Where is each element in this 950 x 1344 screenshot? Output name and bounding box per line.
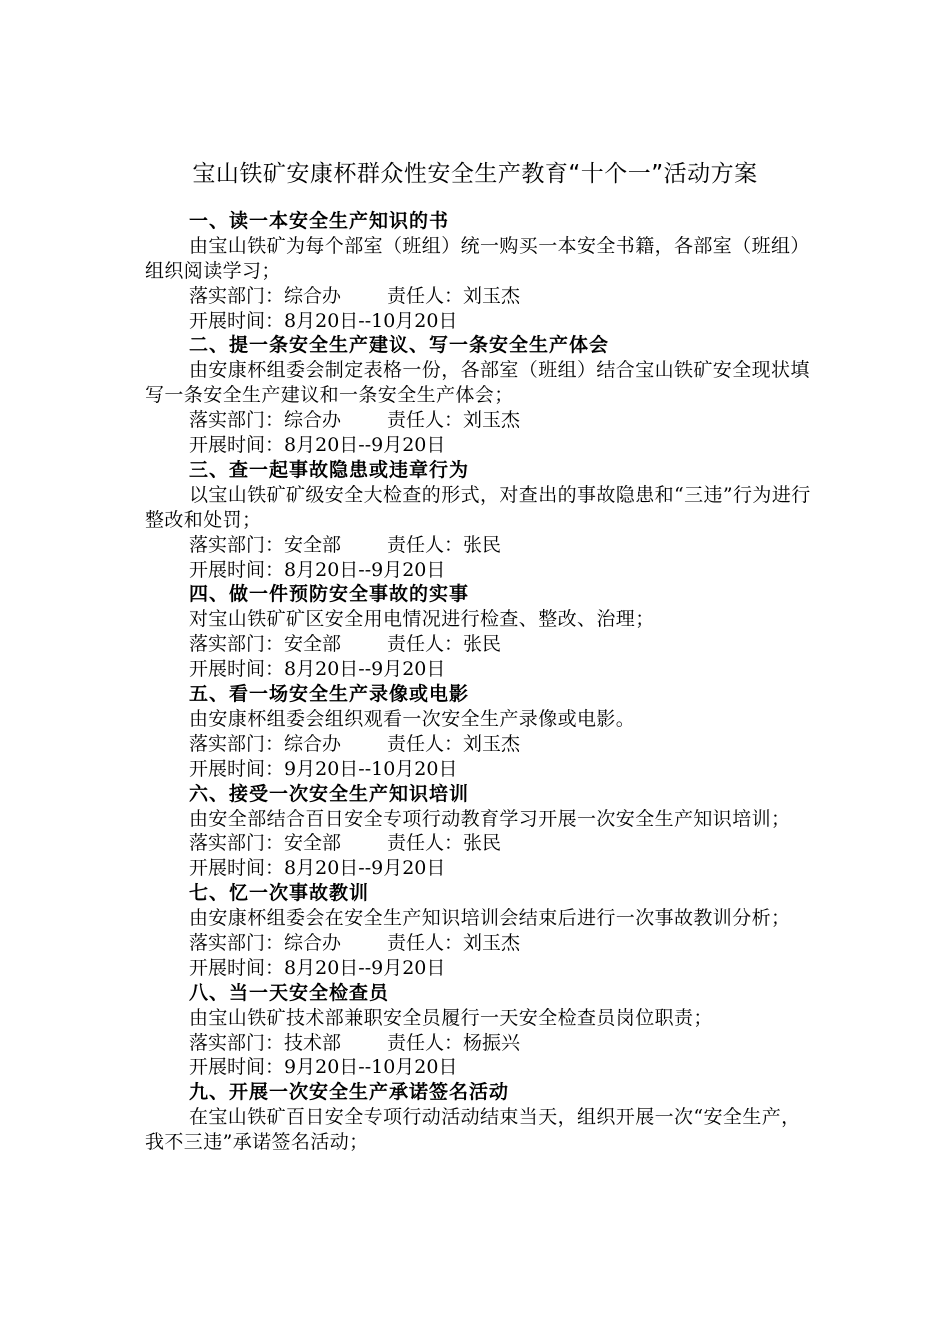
schedule-line bbox=[145, 309, 813, 334]
time-label: 开展时间： bbox=[189, 658, 285, 681]
person-value: 张民 bbox=[463, 533, 502, 556]
dept-value: 综合办 bbox=[284, 409, 342, 432]
activity-section bbox=[145, 333, 813, 457]
dept-label: 落实部门： bbox=[189, 832, 285, 855]
dept-label: 落实部门： bbox=[189, 633, 285, 656]
schedule-line bbox=[145, 856, 813, 881]
time-value: 9月20日--10月20日 bbox=[284, 757, 458, 780]
responsibility-line bbox=[145, 732, 813, 757]
section-body: 由宝山铁矿技术部兼职安全员履行一天安全检查员岗位职责； bbox=[189, 1006, 713, 1029]
person-label: 责任人： bbox=[387, 1031, 464, 1054]
responsibility-line bbox=[145, 1031, 813, 1056]
document-title: 宝山铁矿安康杯群众性安全生产教育“十个一”活动方案 bbox=[192, 161, 758, 187]
activity-section bbox=[145, 458, 813, 582]
time-label: 开展时间： bbox=[189, 309, 285, 332]
schedule-line bbox=[145, 433, 813, 458]
time-value: 9月20日--10月20日 bbox=[284, 1056, 458, 1079]
section-body: 由安康杯组委会制定表格一份，各部室（班组）结合宝山铁矿安全现状填写一条安全生产建议和一条安全生产体会； bbox=[145, 359, 810, 407]
section-heading: 四、做一件预防安全事故的实事 bbox=[189, 583, 470, 606]
time-value: 8月20日--10月20日 bbox=[284, 309, 458, 332]
time-label: 开展时间： bbox=[189, 757, 285, 780]
person-value: 张民 bbox=[463, 633, 502, 656]
section-heading: 八、当一天安全检查员 bbox=[189, 981, 390, 1004]
section-heading: 五、看一场安全生产录像或电影 bbox=[189, 683, 470, 706]
time-value: 8月20日--9月20日 bbox=[284, 434, 446, 457]
person-value: 刘玉杰 bbox=[463, 732, 521, 755]
time-label: 开展时间： bbox=[189, 857, 285, 880]
dept-value: 安全部 bbox=[284, 533, 342, 556]
activity-section bbox=[145, 682, 813, 782]
section-heading: 二、提一条安全生产建议、写一条安全生产体会 bbox=[189, 334, 610, 357]
schedule-line bbox=[145, 657, 813, 682]
time-label: 开展时间： bbox=[189, 1056, 285, 1079]
person-value: 刘玉杰 bbox=[463, 931, 521, 954]
section-body: 由安康杯组委会在安全生产知识培训会结束后进行一次事故教训分析； bbox=[189, 907, 791, 930]
dept-value: 安全部 bbox=[284, 832, 342, 855]
activity-section bbox=[145, 582, 813, 682]
section-heading: 九、开展一次安全生产承诺签名活动 bbox=[189, 1081, 510, 1104]
time-label: 开展时间： bbox=[189, 956, 285, 979]
time-value: 8月20日--9月20日 bbox=[284, 857, 446, 880]
dept-value: 综合办 bbox=[284, 284, 342, 307]
schedule-line bbox=[145, 558, 813, 583]
section-heading: 三、查一起事故隐患或违章行为 bbox=[189, 458, 470, 481]
time-value: 8月20日--9月20日 bbox=[284, 956, 446, 979]
schedule-line bbox=[145, 956, 813, 981]
dept-label: 落实部门： bbox=[189, 931, 285, 954]
person-label: 责任人： bbox=[387, 284, 464, 307]
activity-section bbox=[145, 209, 813, 333]
time-value: 8月20日--9月20日 bbox=[284, 658, 446, 681]
person-label: 责任人： bbox=[387, 409, 464, 432]
section-heading: 七、忆一次事故教训 bbox=[189, 882, 370, 905]
responsibility-line bbox=[145, 632, 813, 657]
dept-value: 安全部 bbox=[284, 633, 342, 656]
dept-value: 综合办 bbox=[284, 732, 342, 755]
person-value: 刘玉杰 bbox=[463, 409, 521, 432]
section-heading: 六、接受一次安全生产知识培训 bbox=[189, 782, 470, 805]
section-body: 以宝山铁矿矿级安全大检查的形式，对查出的事故隐患和“三违”行为进行整改和处罚； bbox=[145, 483, 811, 531]
section-body: 由安康杯组委会组织观看一次安全生产录像或电影。 bbox=[189, 707, 636, 730]
responsibility-line bbox=[145, 533, 813, 558]
section-body: 由宝山铁矿为每个部室（班组）统一购买一本安全书籍，各部室（班组）组织阅读学习； bbox=[145, 234, 810, 282]
time-label: 开展时间： bbox=[189, 434, 285, 457]
person-value: 刘玉杰 bbox=[463, 284, 521, 307]
person-value: 杨振兴 bbox=[463, 1031, 521, 1054]
section-heading: 一、读一本安全生产知识的书 bbox=[189, 210, 450, 232]
person-label: 责任人： bbox=[387, 633, 464, 656]
person-value: 张民 bbox=[463, 832, 502, 855]
person-label: 责任人： bbox=[387, 832, 464, 855]
activity-sections bbox=[145, 209, 813, 1155]
dept-label: 落实部门： bbox=[189, 732, 285, 755]
person-label: 责任人： bbox=[387, 732, 464, 755]
activity-section bbox=[145, 981, 813, 1081]
dept-value: 综合办 bbox=[284, 931, 342, 954]
responsibility-line bbox=[145, 931, 813, 956]
activity-section bbox=[145, 782, 813, 882]
dept-label: 落实部门： bbox=[189, 533, 285, 556]
responsibility-line bbox=[145, 408, 813, 433]
dept-label: 落实部门： bbox=[189, 409, 285, 432]
person-label: 责任人： bbox=[387, 931, 464, 954]
activity-section bbox=[145, 881, 813, 981]
person-label: 责任人： bbox=[387, 533, 464, 556]
section-body: 在宝山铁矿百日安全专项行动活动结束当天，组织开展一次“安全生产，我不三违”承诺签名活动； bbox=[145, 1106, 801, 1154]
dept-label: 落实部门： bbox=[189, 284, 285, 307]
schedule-line bbox=[145, 1055, 813, 1080]
dept-value: 技术部 bbox=[284, 1031, 342, 1054]
responsibility-line bbox=[145, 284, 813, 309]
section-body: 由安全部结合百日安全专项行动教育学习开展一次安全生产知识培训； bbox=[189, 807, 791, 830]
responsibility-line bbox=[145, 831, 813, 856]
dept-label: 落实部门： bbox=[189, 1031, 285, 1054]
time-value: 8月20日--9月20日 bbox=[284, 558, 446, 581]
time-label: 开展时间： bbox=[189, 558, 285, 581]
schedule-line bbox=[145, 757, 813, 782]
section-body: 对宝山铁矿矿区安全用电情况进行检查、整改、治理； bbox=[189, 608, 655, 631]
activity-section bbox=[145, 1080, 813, 1155]
